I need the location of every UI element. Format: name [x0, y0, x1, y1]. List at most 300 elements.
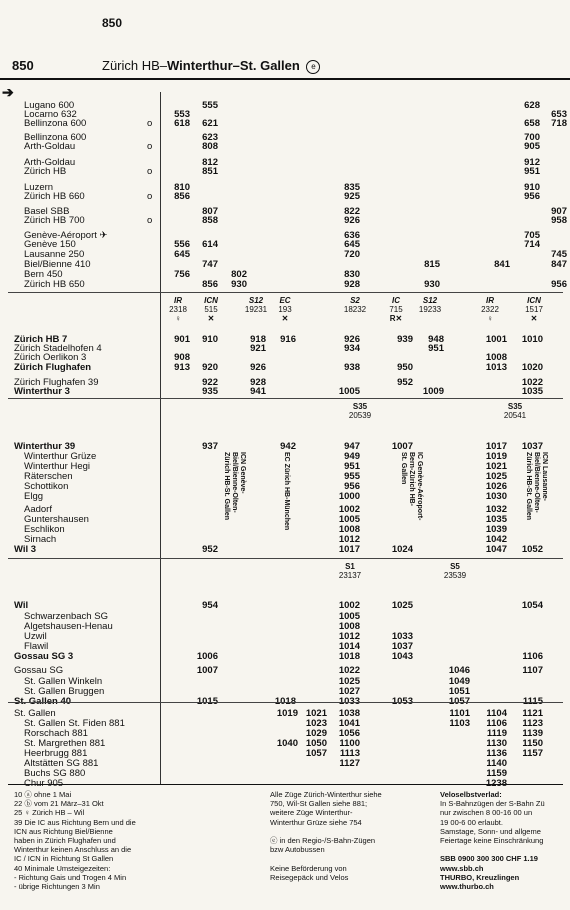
departure-time: 949 [344, 451, 360, 462]
station-name: Uzwil [24, 631, 47, 642]
departure-time: 856 [202, 279, 218, 290]
departure-time: 1057 [448, 696, 470, 707]
departure-time: 1054 [521, 600, 543, 611]
departure-time: 1008 [338, 524, 360, 535]
footnote-line: ICN aus Richtung Biel/Bienne [14, 826, 113, 836]
departure-time: 1007 [391, 441, 413, 452]
departure-time: 920 [202, 362, 218, 373]
train-category: S1 [345, 562, 355, 571]
departure-time: 1025 [485, 471, 507, 482]
departure-time: 1106 [522, 651, 543, 662]
station-name: Bellinzona 600 [24, 118, 87, 129]
train-number: 20539 [348, 411, 372, 420]
departure-time: 1150 [522, 738, 543, 749]
departure-time: 1027 [338, 686, 360, 697]
station-name: St. Gallen [14, 708, 56, 719]
separator [8, 292, 563, 293]
departure-time: 858 [202, 215, 218, 226]
station-name: Biel/Bienne 410 [24, 259, 91, 270]
departure-time: 958 [551, 215, 567, 226]
footnote-line: bzw Autobussen [270, 845, 325, 855]
footnote-line: www.sbb.ch [440, 863, 484, 873]
station-name: Räterschen [24, 471, 73, 482]
station-name: Zürich HB 700 [24, 215, 85, 226]
footnote-line: Winterthur keinen Anschluss an die [14, 845, 132, 855]
departure-time: 928 [250, 377, 266, 388]
departure-time: 1014 [338, 641, 360, 652]
departure-time: 1012 [338, 534, 360, 545]
departure-time: 1008 [338, 621, 360, 632]
station-name: Altstätten SG 881 [24, 758, 99, 769]
departure-time: 1005 [338, 386, 360, 397]
departure-time: 636 [344, 230, 360, 241]
departure-time: 938 [344, 362, 360, 373]
footnote-line: weitere Züge Winterthur- [270, 808, 353, 818]
departure-time: 1006 [196, 651, 218, 662]
departure-time: 951 [524, 166, 540, 177]
departure-time: 1017 [485, 441, 507, 452]
departure-time: 1136 [486, 748, 507, 759]
departure-time: 1007 [196, 665, 218, 676]
departure-time: 916 [280, 334, 296, 345]
train-number: 20541 [503, 411, 527, 420]
footnote-mark: o [147, 191, 153, 202]
train-route-label: EC Zürich HB-München [283, 452, 290, 531]
footnote-line: 25 ♀ Zürich HB – Wil [14, 808, 85, 818]
station-name: Heerbrugg 881 [24, 748, 88, 759]
title-rule [0, 78, 570, 80]
departure-time: 553 [174, 109, 190, 120]
departure-time: 1057 [305, 748, 327, 759]
departure-time: 1041 [338, 718, 360, 729]
departure-time: 1051 [448, 686, 470, 697]
departure-time: 918 [250, 334, 266, 345]
departure-time: 1037 [391, 641, 413, 652]
departure-time: 802 [231, 269, 247, 280]
train-number: 193 [278, 305, 292, 314]
departure-time: 1010 [521, 334, 543, 345]
departure-time: 956 [551, 279, 567, 290]
departure-time: 1009 [422, 386, 444, 397]
station-name: Winterthur Hegi [24, 461, 90, 472]
footnote-mark: o [147, 118, 153, 129]
train-number: 19231 [244, 305, 268, 314]
station-name: Zürich Stadelhofen 4 [14, 343, 102, 354]
station-name: Luzern [24, 182, 54, 193]
departure-time: 1032 [485, 504, 507, 515]
departure-time: 1012 [338, 631, 360, 642]
departure-time: 1157 [522, 748, 543, 759]
train-route-label: ICN Genève- Biel/Bienne-Olten- Zürich HB-St. Gallen [223, 452, 246, 521]
footnote-line: 39 Die IC aus Richtung Bern und die [14, 817, 136, 827]
train-service-icon: ✕ [281, 314, 289, 323]
departure-time: 1038 [338, 708, 360, 719]
departure-time: 1040 [276, 738, 298, 749]
station-name: St. Gallen 40 [14, 696, 72, 707]
departure-time: 926 [344, 334, 360, 345]
station-name: Winterthur 39 [14, 441, 76, 452]
footnote-line: - Richtung Gais und Trogen 4 Min [14, 872, 127, 882]
departure-time: 930 [231, 279, 247, 290]
station-name: Gossau SG 3 [14, 651, 74, 662]
footnote-line: In S-Bahnzügen der S-Bahn Zü [440, 799, 545, 809]
train-category: S35 [507, 402, 523, 411]
separator [8, 558, 563, 559]
departure-time: 835 [344, 182, 360, 193]
departure-time: 1017 [338, 544, 360, 555]
departure-time: 1039 [485, 524, 507, 535]
departure-time: 1043 [391, 651, 413, 662]
table-title [102, 58, 320, 74]
departure-time: 926 [250, 362, 266, 373]
departure-time: 705 [524, 230, 540, 241]
departure-time: 901 [174, 334, 190, 345]
table-number: 850 [12, 58, 34, 73]
departure-time: 841 [494, 259, 510, 270]
departure-time: 935 [202, 386, 218, 397]
footer-rule [8, 784, 563, 785]
column-rule [160, 598, 161, 784]
departure-time: 926 [344, 215, 360, 226]
departure-time: 951 [428, 343, 444, 354]
departure-time: 1113 [339, 748, 360, 759]
title-main: Winterthur–St. Gallen [167, 58, 300, 73]
footnote-line: 22 ⓑ vom 21 März–31 Okt [14, 799, 104, 809]
departure-time: 1030 [485, 491, 507, 502]
departure-time: 1107 [522, 665, 543, 676]
train-number: 2318 [169, 305, 187, 314]
train-number: 515 [204, 305, 218, 314]
footnote-line: Keine Beförderung von [270, 863, 347, 873]
train-category: S12 [422, 296, 438, 305]
station-name: Bern 450 [24, 269, 63, 280]
station-name: Zürich HB [24, 166, 67, 177]
train-number: 23539 [443, 571, 467, 580]
departure-time: 1238 [485, 778, 507, 789]
departure-time: 1037 [521, 441, 543, 452]
departure-time: 910 [524, 182, 540, 193]
train-number: 23137 [338, 571, 362, 580]
station-name: Wil 3 [14, 544, 37, 555]
station-name: Flawil [24, 641, 49, 652]
footnote-line: - übrige Richtungen 3 Min [14, 882, 100, 891]
departure-time: 1002 [338, 504, 360, 515]
departure-time: 645 [344, 239, 360, 250]
station-name: Schwarzenbach SG [24, 611, 108, 622]
footnote-line: Winterthur Grüze siehe 754 [270, 817, 362, 827]
departure-time: 942 [280, 441, 296, 452]
departure-time: 913 [174, 362, 190, 373]
station-name: Winterthur 3 [14, 386, 70, 397]
station-name: Bellinzona 600 [24, 132, 87, 143]
departure-time: 1042 [485, 534, 507, 545]
footnote-line: SBB 0900 300 300 CHF 1.19 [440, 854, 538, 864]
footnote-line: ⓔ in den Regio-/S-Bahn-Zügen [270, 836, 376, 845]
station-name: Lausanne 250 [24, 249, 85, 260]
departure-time: 614 [202, 239, 218, 250]
departure-time: 1050 [305, 738, 327, 749]
departure-time: 921 [250, 343, 266, 354]
departure-time: 1026 [485, 481, 507, 492]
departure-time: 947 [344, 441, 360, 452]
departure-time: 653 [551, 109, 567, 120]
footnote-line: 40 Minimale Umsteigezeiten: [14, 863, 111, 873]
departure-time: 930 [424, 279, 440, 290]
departure-time: 1025 [338, 676, 360, 687]
departure-time: 950 [397, 362, 413, 373]
departure-time: 952 [202, 544, 218, 555]
station-name: Aadorf [24, 504, 52, 515]
departure-time: 1015 [196, 696, 218, 707]
departure-time: 1022 [338, 665, 360, 676]
departure-time: 847 [551, 259, 567, 270]
train-service-icon: ♀ [175, 314, 181, 323]
station-name: Zürich HB 660 [24, 191, 85, 202]
footnote-mark: o [147, 141, 153, 152]
departure-time: 718 [551, 118, 567, 129]
departure-time: 1013 [485, 362, 507, 373]
train-category: S5 [450, 562, 460, 571]
station-name: Zürich HB 7 [14, 334, 68, 345]
station-name: Genève 150 [24, 239, 76, 250]
station-name: St. Gallen Winkeln [24, 676, 103, 687]
departure-time: 812 [202, 157, 218, 168]
station-name: St. Gallen Bruggen [24, 686, 105, 697]
departure-time: 1140 [486, 758, 507, 769]
departure-time: 941 [250, 386, 266, 397]
departure-time: 956 [524, 191, 540, 202]
footnote-line: Feiertage keine Einschränkung [440, 836, 544, 845]
train-category: ICN [527, 296, 541, 305]
station-name: Zürich HB 650 [24, 279, 85, 290]
departure-time: 922 [202, 377, 218, 388]
footnote-mark: o [147, 166, 153, 177]
departure-time: 1024 [391, 544, 413, 555]
departure-time: 952 [397, 377, 413, 388]
station-name: Basel SBB [24, 206, 70, 217]
departure-time: 747 [202, 259, 218, 270]
departure-time: 1115 [522, 696, 543, 707]
departure-time: 1019 [276, 708, 298, 719]
train-number: 19233 [418, 305, 442, 314]
departure-time: 808 [202, 141, 218, 152]
train-number: 715 [389, 305, 403, 314]
footnote-line: 750, Wil-St Gallen siehe 881; [270, 799, 368, 809]
departure-time: 1005 [338, 514, 360, 525]
departure-time: 658 [524, 118, 540, 129]
train-category: S35 [352, 402, 368, 411]
footnote-line: THURBO, Kreuzlingen [440, 872, 520, 882]
train-category: S2 [350, 296, 360, 305]
station-name: Arth-Goldau [24, 141, 76, 152]
departure-time: 1052 [521, 544, 543, 555]
departure-time: 830 [344, 269, 360, 280]
footnote-line: nur zwischen 8 00-16 00 un [440, 808, 533, 818]
footnote-line: Reisegepäck und Velos [270, 872, 349, 882]
departure-time: 815 [424, 259, 440, 270]
departure-time: 810 [174, 182, 190, 193]
station-name: Algetshausen-Henau [24, 621, 113, 632]
separator [8, 398, 563, 399]
departure-time: 807 [202, 206, 218, 217]
train-category: EC [279, 296, 291, 305]
footnote-mark: o [147, 215, 153, 226]
departure-time: 1101 [449, 708, 470, 719]
page-number: 850 [102, 16, 123, 30]
footnote-line: IC / ICN in Richtung St Gallen [14, 854, 114, 864]
departure-time: 1000 [338, 491, 360, 502]
departure-time: 1023 [305, 718, 327, 729]
station-name: Lugano 600 [24, 100, 75, 111]
departure-time: 928 [344, 279, 360, 290]
footnote-line: Veloselbstverlad: [440, 790, 502, 799]
train-service-icon: ✕ [207, 314, 215, 323]
departure-time: 1104 [486, 708, 507, 719]
column-rule [160, 92, 161, 602]
title-prefix: Zürich HB– [102, 58, 168, 73]
station-name: Rorschach 881 [24, 728, 88, 739]
train-number: 18232 [343, 305, 367, 314]
station-name: Sirnach [24, 534, 57, 545]
train-category: S12 [248, 296, 264, 305]
departure-time: 720 [344, 249, 360, 260]
footnote-line: 10 ⓐ ohne 1 Mai [14, 790, 72, 799]
departure-time: 856 [174, 191, 190, 202]
departure-time: 1106 [486, 718, 507, 729]
departure-time: 556 [174, 239, 190, 250]
departure-time: 907 [551, 206, 567, 217]
station-name: Chur 905 [24, 778, 64, 789]
train-service-icon: ♀ [487, 314, 493, 323]
departure-time: 1139 [522, 728, 543, 739]
departure-time: 645 [174, 249, 190, 260]
departure-time: 621 [202, 118, 218, 129]
departure-time: 745 [551, 249, 567, 260]
station-name: St. Margrethen 881 [24, 738, 106, 749]
departure-time: 1035 [485, 514, 507, 525]
departure-time: 1018 [274, 696, 296, 707]
departure-time: 912 [524, 157, 540, 168]
departure-time: 555 [202, 100, 218, 111]
station-name: Arth-Goldau [24, 157, 76, 168]
footnote-line: Alle Züge Zürich-Winterthur siehe [270, 790, 382, 799]
footnote-line: 19 00-6 00 erlaubt. [440, 817, 503, 827]
departure-time: 908 [174, 352, 190, 363]
departure-time: 939 [397, 334, 413, 345]
departure-time: 700 [524, 132, 540, 143]
departure-time: 1159 [486, 768, 507, 779]
departure-time: 956 [344, 481, 360, 492]
departure-time: 851 [202, 166, 218, 177]
departure-time: 628 [524, 100, 540, 111]
departure-time: 1001 [485, 334, 507, 345]
train-category: IC [392, 296, 400, 305]
station-name: Gossau SG [14, 665, 64, 676]
train-category: IR [174, 296, 182, 305]
departure-time: 1121 [522, 708, 543, 719]
station-name: Eschlikon [24, 524, 65, 535]
departure-time: 618 [174, 118, 190, 129]
departure-time: 948 [428, 334, 444, 345]
station-name: St. Gallen St. Fiden 881 [24, 718, 125, 729]
train-service-icon: ✕ [530, 314, 538, 323]
footnote-line: www.thurbo.ch [440, 882, 494, 891]
station-name: Genève-Aéroport ✈ [24, 230, 108, 241]
station-name: Zürich Flughafen [14, 362, 92, 373]
station-name: Zürich Oerlikon 3 [14, 352, 87, 363]
departure-time: 1047 [485, 544, 507, 555]
circled-e-icon: e [306, 60, 320, 74]
station-name: Winterthur Grüze [24, 451, 97, 462]
train-route-label: IC Genève-Aéroport- Bern-Zürich HB- St. Gallen [400, 452, 423, 521]
departure-time: 910 [202, 334, 218, 345]
separator [8, 702, 563, 703]
departure-time: 934 [344, 343, 360, 354]
departure-time: 1005 [338, 611, 360, 622]
footnote-line: Samstage, Sonn- und allgeme [440, 826, 541, 836]
departure-time: 954 [202, 600, 218, 611]
departure-time: 1123 [522, 718, 543, 729]
departure-time: 937 [202, 441, 218, 452]
departure-time: 951 [344, 461, 360, 472]
station-name: Zürich Flughafen 39 [14, 377, 99, 388]
station-name: Guntershausen [24, 514, 89, 525]
station-name: Locarno 632 [24, 109, 77, 120]
departure-time: 955 [344, 471, 360, 482]
departure-time: 1021 [485, 461, 507, 472]
departure-time: 1018 [338, 651, 360, 662]
departure-time: 756 [174, 269, 190, 280]
departure-time: 1049 [448, 676, 470, 687]
departure-time: 1008 [485, 352, 507, 363]
departure-time: 1119 [486, 728, 507, 739]
departure-time: 1019 [485, 451, 507, 462]
departure-time: 1033 [391, 631, 413, 642]
train-category: IR [486, 296, 494, 305]
footnote-line: haben in Zürich Flughafen und [14, 836, 116, 845]
train-route-label: ICN Lausanne- Biel/Bienne-Olten- Zürich HB-St. Gallen [525, 452, 548, 521]
departure-time: 1127 [339, 758, 360, 769]
departure-time: 1022 [521, 377, 543, 388]
departure-time: 1020 [521, 362, 543, 373]
train-category: ICN [204, 296, 218, 305]
departure-time: 1025 [391, 600, 413, 611]
departure-time: 623 [202, 132, 218, 143]
departure-time: 1100 [339, 738, 360, 749]
station-name: Elgg [24, 491, 44, 502]
departure-time: 1130 [486, 738, 507, 749]
direction-arrow-icon: ➔ [2, 84, 14, 100]
departure-time: 1046 [448, 665, 470, 676]
departure-time: 1103 [449, 718, 470, 729]
departure-time: 925 [344, 191, 360, 202]
departure-time: 905 [524, 141, 540, 152]
departure-time: 1056 [338, 728, 360, 739]
departure-time: 1033 [338, 696, 360, 707]
station-name: Buchs SG 880 [24, 768, 86, 779]
departure-time: 1021 [305, 708, 327, 719]
train-number: 2322 [481, 305, 499, 314]
train-number: 1517 [525, 305, 543, 314]
departure-time: 714 [524, 239, 540, 250]
departure-time: 1029 [305, 728, 327, 739]
departure-time: 1053 [391, 696, 413, 707]
departure-time: 1002 [338, 600, 360, 611]
departure-time: 1035 [521, 386, 543, 397]
station-name: Wil [14, 600, 29, 611]
station-name: Schottikon [24, 481, 69, 492]
train-service-icon: R✕ [389, 314, 403, 323]
